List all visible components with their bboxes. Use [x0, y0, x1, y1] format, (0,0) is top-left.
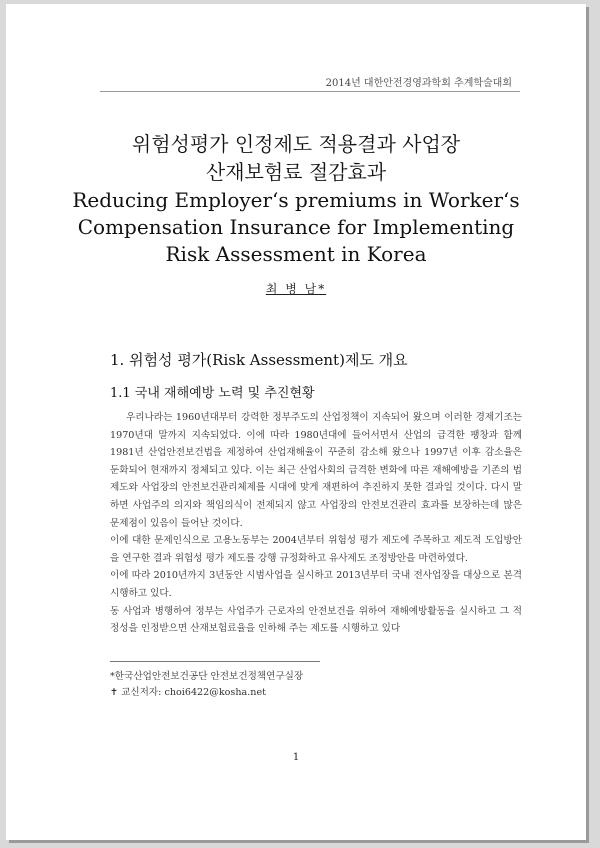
- page-number: 1: [292, 752, 300, 763]
- paper-page: [6, 4, 586, 840]
- footnote-rule: [110, 661, 320, 662]
- title-korean-line1: 위험성평가 인정제도 적용결과 사업장: [131, 132, 461, 156]
- footnote-affiliation: *한국산업안전보건공단 안전보건정책연구실장: [110, 671, 304, 682]
- title-english-line3: Risk Assessment in Korea: [165, 242, 427, 266]
- paragraph: 이에 따라 2010년까지 3년동안 시범사업을 실시하고 2013년부터 국내 전사업장을 대상으로 본격 시행하고 있다.: [110, 570, 522, 599]
- subsection-heading: 1.1 국내 재해예방 노력 및 추진현황: [110, 386, 315, 401]
- paragraph: 이에 대한 문제인식으로 고용노동부는 2004년부터 위험성 평가 제도에 주목하고 제도적 도입방안을 연구한 결과 위험성 평가 제도를 강행 규정화하고 유사제도 조정방안을 마련하였다.: [110, 535, 522, 564]
- section-heading: 1. 위험성 평가(Risk Assessment)제도 개요: [110, 351, 408, 369]
- author: [6, 280, 586, 297]
- author-name: 최 병 남*: [265, 282, 327, 296]
- running-header: 2014년 대한안전경영과학회 추계학술대회: [325, 78, 512, 89]
- title-english-line2: Compensation Insurance for Implementing: [77, 215, 515, 239]
- paragraph: 동 사업과 병행하여 정부는 사업주가 근로자의 안전보건을 위하여 재해예방활동을 실시하고 그 적정성을 인정받으면 산재보험료율을 인하해 주는 제도를 시행하고 있다: [110, 605, 522, 635]
- body-text: [110, 409, 522, 638]
- title-english-line1: Reducing Employer‘s premiums in Worker‘s: [72, 188, 520, 212]
- title-korean-line2: 산재보험료 절감효과: [205, 160, 387, 184]
- header-rule: [100, 91, 520, 92]
- paragraph: 우리나라는 1960년대부터 강력한 정부주도의 산업정책이 지속되어 왔으며 이러한 경제기조는 1970년대 말까지 지속되었다. 이에 따라 1980년대에 들어서면서 산업의 급격한 팽창과 함께 1981년 산업안전보건법을 제정하여 산업재해율이 꾸준히 감소해 왔으나 1997년 이후 감소율은 둔화되어 현재까지 정체되고 있다. 이는 최근 산업사회의 급격한 변화에 따른 재해예방을 기존의 법제도와 사업장의 안전보건관리체제를 시대에 맞게 재편하여 추진하지 못한 결과일 것이다. 다시 말하면 사업주의 의지와 책임의식이 전제되지 않고 사업장의 안전보건관리 효과를 보장하는데 많은 문제점이 있음이 들어난 것이다.: [110, 412, 522, 529]
- footnote-corresponding-author: ✝ 교신저자: choi6422@kosha.net: [110, 687, 267, 698]
